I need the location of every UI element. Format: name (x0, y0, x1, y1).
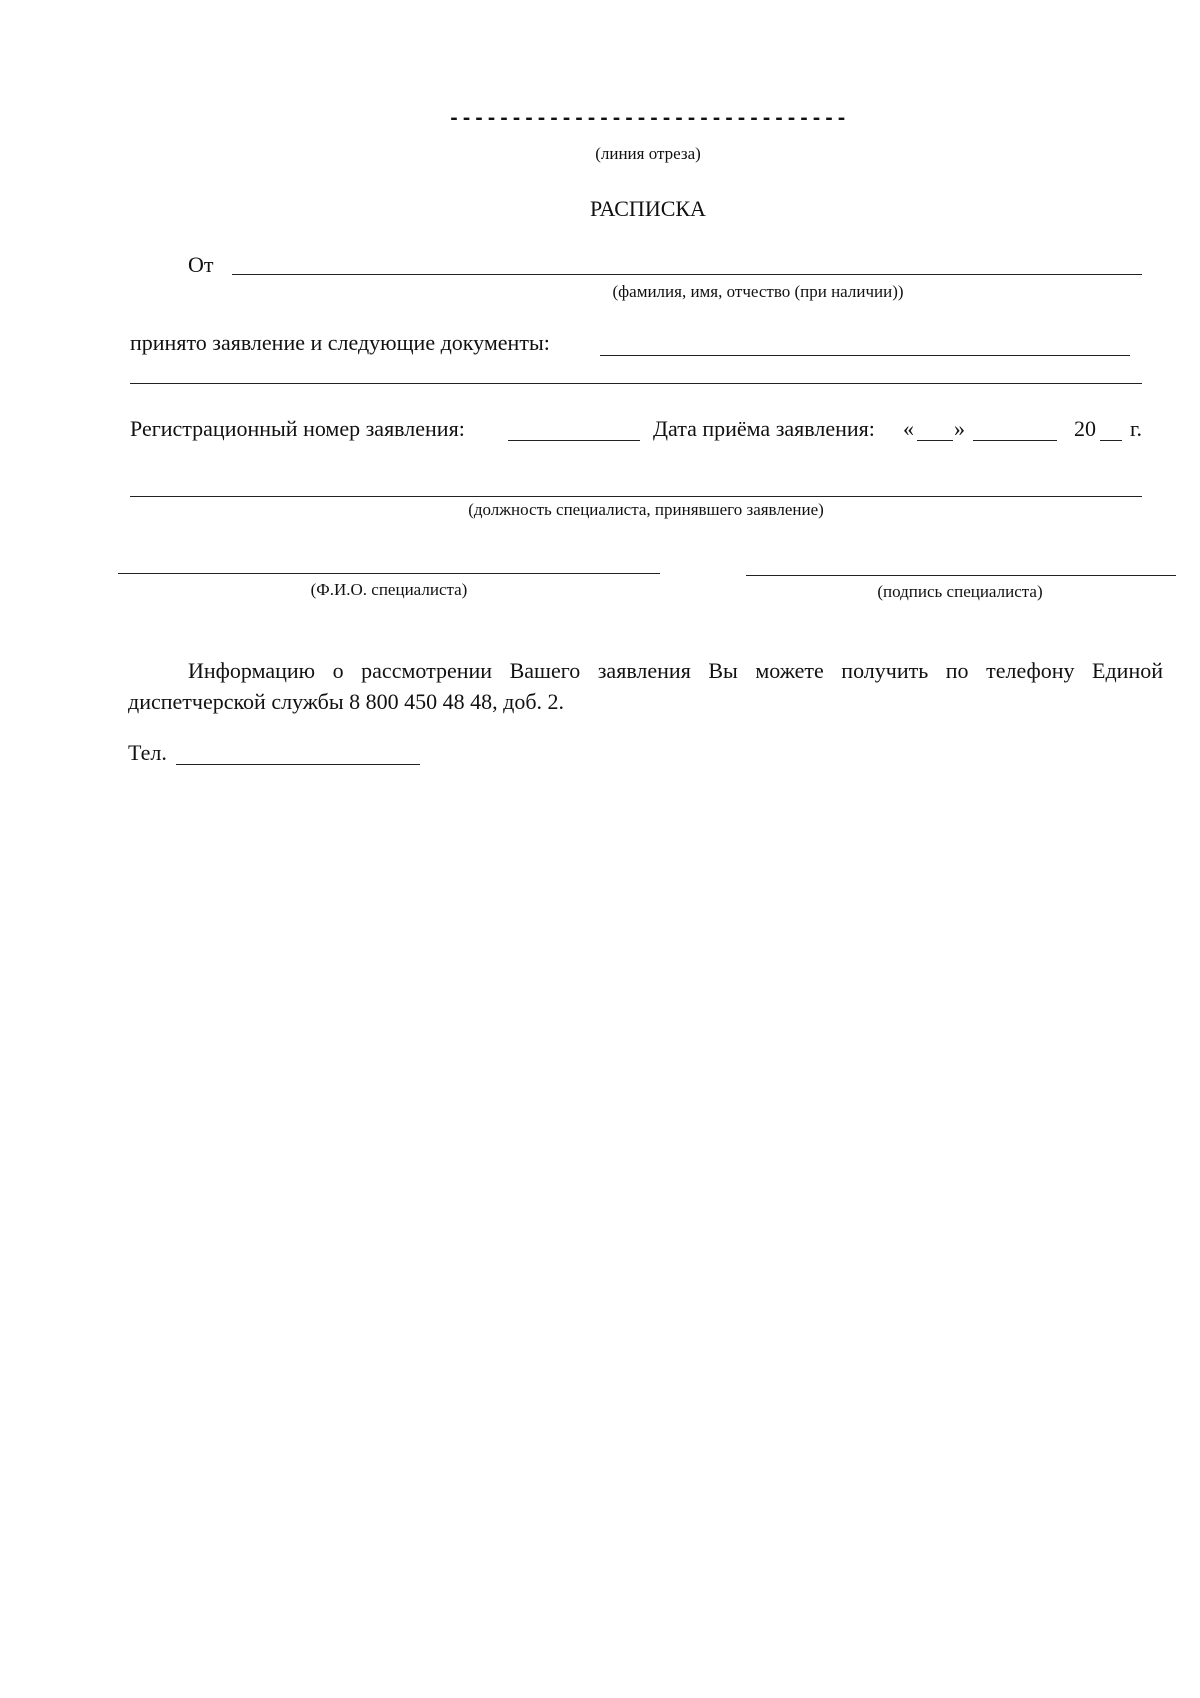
position-caption: (должность специалиста, принявшего заявление) (468, 500, 824, 519)
registration-number-line[interactable] (508, 440, 640, 441)
documents-line-2[interactable] (130, 383, 1142, 384)
cut-line-caption: (линия отреза) (595, 144, 701, 163)
date-day-line[interactable] (917, 440, 953, 441)
page-title: РАСПИСКА (590, 196, 706, 221)
position-line[interactable] (130, 496, 1142, 497)
from-caption: (фамилия, имя, отчество (при наличии)) (612, 282, 904, 301)
registration-number-label: Регистрационный номер заявления: (130, 416, 465, 441)
date-year-suffix: г. (1130, 416, 1143, 441)
specialist-name-line[interactable] (118, 573, 660, 574)
specialist-name-caption: (Ф.И.О. специалиста) (310, 580, 468, 599)
phone-label: Тел. (128, 740, 167, 765)
date-month-line[interactable] (973, 440, 1057, 441)
from-label: От (188, 252, 214, 277)
date-label: Дата приёма заявления: (653, 416, 875, 441)
documents-line-1[interactable] (600, 355, 1130, 356)
date-quote-close: » (954, 416, 965, 441)
cut-line-dashes: -------------------------------- (447, 108, 849, 131)
from-name-line[interactable] (232, 274, 1142, 275)
date-quote-open: « (903, 416, 914, 441)
info-line-2: диспетчерской службы 8 800 450 48 48, доб. 2. (128, 689, 565, 714)
documents-label: принято заявление и следующие документы: (130, 330, 550, 355)
specialist-signature-caption: (подпись специалиста) (877, 582, 1043, 601)
date-year-prefix: 20 (1074, 416, 1096, 441)
info-line-1: Информацию о рассмотрении Вашего заявления Вы можете получить по телефону Единой (188, 658, 1163, 683)
phone-line[interactable] (176, 764, 420, 765)
date-year-line[interactable] (1100, 440, 1122, 441)
specialist-signature-line[interactable] (746, 575, 1176, 576)
